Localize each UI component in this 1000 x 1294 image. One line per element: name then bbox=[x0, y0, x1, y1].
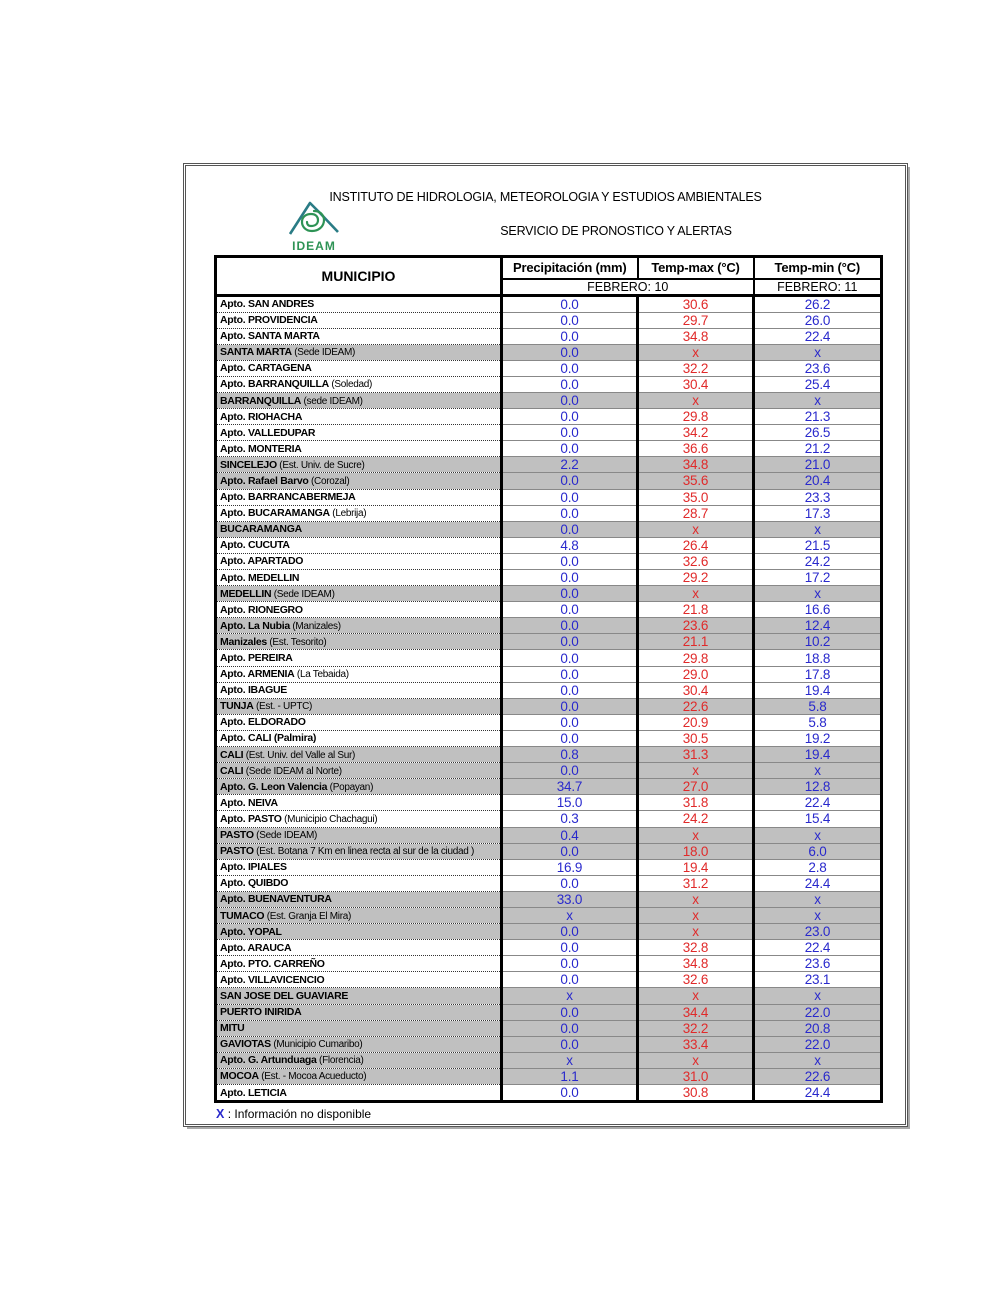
table-row bbox=[216, 489, 882, 505]
temp-min-cell: 21.5 bbox=[754, 537, 882, 553]
temp-min-cell: 23.6 bbox=[754, 956, 882, 972]
table-row bbox=[216, 988, 882, 1004]
precipitation-cell: 1.1 bbox=[502, 1068, 638, 1084]
temp-min-cell: x bbox=[754, 891, 882, 907]
temp-min-cell: x bbox=[754, 586, 882, 602]
temp-max-cell: 36.6 bbox=[638, 441, 754, 457]
table-row bbox=[216, 295, 882, 312]
temp-min-cell: 2.8 bbox=[754, 859, 882, 875]
date-header-febrero-10: FEBRERO: 10 bbox=[502, 279, 754, 296]
temp-max-cell: 29.8 bbox=[638, 409, 754, 425]
temp-max-cell: 34.2 bbox=[638, 425, 754, 441]
temp-min-cell: 26.2 bbox=[754, 295, 882, 312]
precipitation-cell: 0.0 bbox=[502, 441, 638, 457]
column-header-temp-max: Temp-max (°C) bbox=[638, 257, 754, 279]
municipio-cell: PASTO (Sede IDEAM) bbox=[216, 827, 502, 843]
table-row bbox=[216, 1020, 882, 1036]
temp-max-cell: 30.6 bbox=[638, 295, 754, 312]
temp-min-cell: 19.4 bbox=[754, 682, 882, 698]
temp-max-cell: x bbox=[638, 392, 754, 408]
temp-max-cell: 30.4 bbox=[638, 376, 754, 392]
temp-max-cell: 26.4 bbox=[638, 537, 754, 553]
table-row bbox=[216, 779, 882, 795]
table-row bbox=[216, 570, 882, 586]
temp-max-cell: 32.8 bbox=[638, 940, 754, 956]
precipitation-cell: 15.0 bbox=[502, 795, 638, 811]
table-row bbox=[216, 827, 882, 843]
temp-min-cell: 17.2 bbox=[754, 570, 882, 586]
temp-min-cell: 24.4 bbox=[754, 875, 882, 891]
temp-max-cell: x bbox=[638, 907, 754, 923]
precipitation-cell: 0.0 bbox=[502, 730, 638, 746]
municipio-cell: GAVIOTAS (Municipio Cumaribo) bbox=[216, 1036, 502, 1052]
table-row bbox=[216, 843, 882, 859]
municipio-cell: Manizales (Est. Tesorito) bbox=[216, 634, 502, 650]
table-row bbox=[216, 441, 882, 457]
municipio-cell: Apto. NEIVA bbox=[216, 795, 502, 811]
temp-max-cell: x bbox=[638, 763, 754, 779]
temp-min-cell: 21.0 bbox=[754, 457, 882, 473]
municipio-cell: SANTA MARTA (Sede IDEAM) bbox=[216, 344, 502, 360]
precipitation-cell: 4.8 bbox=[502, 537, 638, 553]
temp-max-cell: 32.2 bbox=[638, 1020, 754, 1036]
temp-max-cell: 30.5 bbox=[638, 730, 754, 746]
table-row bbox=[216, 328, 882, 344]
temp-max-cell: 28.7 bbox=[638, 505, 754, 521]
forecast-table bbox=[214, 255, 883, 1103]
table-row bbox=[216, 875, 882, 891]
temp-min-cell: x bbox=[754, 392, 882, 408]
municipio-cell: Apto. APARTADO bbox=[216, 553, 502, 569]
municipio-cell: Apto. QUIBDO bbox=[216, 875, 502, 891]
precipitation-cell: 16.9 bbox=[502, 859, 638, 875]
temp-min-cell: 6.0 bbox=[754, 843, 882, 859]
temp-min-cell: 23.1 bbox=[754, 972, 882, 988]
precipitation-cell: 0.0 bbox=[502, 392, 638, 408]
precipitation-cell: x bbox=[502, 1052, 638, 1068]
table-row bbox=[216, 425, 882, 441]
municipio-cell: Apto. BUCARAMANGA (Lebrija) bbox=[216, 505, 502, 521]
ideam-logo-icon bbox=[286, 196, 342, 238]
legend bbox=[216, 1107, 371, 1121]
temp-max-cell: x bbox=[638, 1052, 754, 1068]
table-row bbox=[216, 747, 882, 763]
municipio-cell: Apto. ARMENIA (La Tebaida) bbox=[216, 666, 502, 682]
temp-min-cell: 22.4 bbox=[754, 795, 882, 811]
temp-max-cell: x bbox=[638, 891, 754, 907]
precipitation-cell: 0.0 bbox=[502, 553, 638, 569]
municipio-cell: SAN JOSE DEL GUAVIARE bbox=[216, 988, 502, 1004]
table-row bbox=[216, 795, 882, 811]
temp-max-cell: 33.4 bbox=[638, 1036, 754, 1052]
precipitation-cell: 2.2 bbox=[502, 457, 638, 473]
precipitation-cell: 0.0 bbox=[502, 763, 638, 779]
table-row bbox=[216, 360, 882, 376]
temp-max-cell: 19.4 bbox=[638, 859, 754, 875]
table-row bbox=[216, 891, 882, 907]
temp-min-cell: 18.8 bbox=[754, 650, 882, 666]
precipitation-cell: 0.0 bbox=[502, 1004, 638, 1020]
municipio-cell: Apto. RIOHACHA bbox=[216, 409, 502, 425]
temp-min-cell: x bbox=[754, 1052, 882, 1068]
precipitation-cell: 0.0 bbox=[502, 376, 638, 392]
precipitation-cell: 0.0 bbox=[502, 875, 638, 891]
municipio-cell: Apto. La Nubia (Manizales) bbox=[216, 618, 502, 634]
temp-min-cell: x bbox=[754, 907, 882, 923]
temp-min-cell: 17.8 bbox=[754, 666, 882, 682]
table-row bbox=[216, 392, 882, 408]
temp-max-cell: 31.8 bbox=[638, 795, 754, 811]
table-row bbox=[216, 859, 882, 875]
municipio-cell: PASTO (Est. Botana 7 Km en linea recta al sur de la ciudad ) bbox=[216, 843, 502, 859]
temp-min-cell: 19.4 bbox=[754, 747, 882, 763]
temp-min-cell: 10.2 bbox=[754, 634, 882, 650]
temp-max-cell: 27.0 bbox=[638, 779, 754, 795]
temp-max-cell: 20.9 bbox=[638, 714, 754, 730]
precipitation-cell: 0.0 bbox=[502, 1020, 638, 1036]
precipitation-cell: x bbox=[502, 988, 638, 1004]
table-row bbox=[216, 376, 882, 392]
precipitation-cell: 0.0 bbox=[502, 682, 638, 698]
column-header-precipitacion: Precipitación (mm) bbox=[502, 257, 638, 279]
temp-max-cell: 34.8 bbox=[638, 457, 754, 473]
municipio-cell: Apto. LETICIA bbox=[216, 1085, 502, 1102]
temp-max-cell: 18.0 bbox=[638, 843, 754, 859]
temp-max-cell: 21.8 bbox=[638, 602, 754, 618]
table-row bbox=[216, 956, 882, 972]
precipitation-cell: x bbox=[502, 907, 638, 923]
municipio-cell: Apto. BARRANCABERMEJA bbox=[216, 489, 502, 505]
date-header-febrero-11: FEBRERO: 11 bbox=[754, 279, 882, 296]
precipitation-cell: 0.0 bbox=[502, 698, 638, 714]
municipio-cell: Apto. BUENAVENTURA bbox=[216, 891, 502, 907]
temp-max-cell: x bbox=[638, 521, 754, 537]
table-row bbox=[216, 730, 882, 746]
precipitation-cell: 0.3 bbox=[502, 811, 638, 827]
precipitation-cell: 0.0 bbox=[502, 650, 638, 666]
temp-min-cell: 22.0 bbox=[754, 1036, 882, 1052]
municipio-cell: Apto. IBAGUE bbox=[216, 682, 502, 698]
table-row bbox=[216, 924, 882, 940]
table-row bbox=[216, 344, 882, 360]
precipitation-cell: 0.8 bbox=[502, 747, 638, 763]
precipitation-cell: 0.0 bbox=[502, 344, 638, 360]
municipio-cell: Apto. SAN ANDRES bbox=[216, 295, 502, 312]
municipio-cell: Apto. VILLAVICENCIO bbox=[216, 972, 502, 988]
temp-min-cell: 19.2 bbox=[754, 730, 882, 746]
municipio-cell: Apto. CUCUTA bbox=[216, 537, 502, 553]
temp-min-cell: 25.4 bbox=[754, 376, 882, 392]
table-row bbox=[216, 1085, 882, 1102]
temp-min-cell: 26.5 bbox=[754, 425, 882, 441]
table-row bbox=[216, 521, 882, 537]
temp-max-cell: 32.6 bbox=[638, 553, 754, 569]
municipio-cell: Apto. RIONEGRO bbox=[216, 602, 502, 618]
precipitation-cell: 33.0 bbox=[502, 891, 638, 907]
municipio-cell: Apto. SANTA MARTA bbox=[216, 328, 502, 344]
table-row bbox=[216, 1004, 882, 1020]
municipio-cell: Apto. CARTAGENA bbox=[216, 360, 502, 376]
temp-max-cell: 31.3 bbox=[638, 747, 754, 763]
temp-min-cell: 21.2 bbox=[754, 441, 882, 457]
temp-max-cell: 29.8 bbox=[638, 650, 754, 666]
temp-max-cell: 32.2 bbox=[638, 360, 754, 376]
temp-max-cell: 30.8 bbox=[638, 1085, 754, 1102]
precipitation-cell: 0.0 bbox=[502, 360, 638, 376]
precipitation-cell: 0.0 bbox=[502, 843, 638, 859]
precipitation-cell: 0.0 bbox=[502, 602, 638, 618]
municipio-cell: CALI (Sede IDEAM al Norte) bbox=[216, 763, 502, 779]
municipio-cell: TUNJA (Est. - UPTC) bbox=[216, 698, 502, 714]
precipitation-cell: 0.0 bbox=[502, 312, 638, 328]
service-title: SERVICIO DE PRONOSTICO Y ALERTAS bbox=[500, 224, 732, 238]
temp-max-cell: x bbox=[638, 586, 754, 602]
table-row bbox=[216, 602, 882, 618]
temp-max-cell: 21.1 bbox=[638, 634, 754, 650]
temp-min-cell: 15.4 bbox=[754, 811, 882, 827]
precipitation-cell: 0.0 bbox=[502, 1036, 638, 1052]
municipio-cell: Apto. PTO. CARREÑO bbox=[216, 956, 502, 972]
table-row bbox=[216, 586, 882, 602]
temp-min-cell: 22.0 bbox=[754, 1004, 882, 1020]
table-row bbox=[216, 650, 882, 666]
temp-min-cell: 26.0 bbox=[754, 312, 882, 328]
municipio-cell: Apto. IPIALES bbox=[216, 859, 502, 875]
report-frame bbox=[183, 163, 908, 1127]
municipio-cell: TUMACO (Est. Granja El Mira) bbox=[216, 907, 502, 923]
table-row bbox=[216, 409, 882, 425]
table-row bbox=[216, 457, 882, 473]
temp-min-cell: 20.8 bbox=[754, 1020, 882, 1036]
table-row bbox=[216, 553, 882, 569]
municipio-cell: Apto. G. Leon Valencia (Popayan) bbox=[216, 779, 502, 795]
table-row bbox=[216, 811, 882, 827]
precipitation-cell: 0.0 bbox=[502, 586, 638, 602]
precipitation-cell: 0.0 bbox=[502, 924, 638, 940]
temp-max-cell: 29.0 bbox=[638, 666, 754, 682]
temp-min-cell: x bbox=[754, 521, 882, 537]
column-header-row bbox=[216, 257, 882, 279]
ideam-logo-text: IDEAM bbox=[292, 239, 336, 253]
table-row bbox=[216, 972, 882, 988]
temp-min-cell: 20.4 bbox=[754, 473, 882, 489]
table-row bbox=[216, 505, 882, 521]
precipitation-cell: 0.0 bbox=[502, 295, 638, 312]
precipitation-cell: 34.7 bbox=[502, 779, 638, 795]
precipitation-cell: 0.0 bbox=[502, 972, 638, 988]
precipitation-cell: 0.0 bbox=[502, 425, 638, 441]
table-row bbox=[216, 714, 882, 730]
precipitation-cell: 0.0 bbox=[502, 473, 638, 489]
institute-title: INSTITUTO DE HIDROLOGIA, METEOROLOGIA Y ESTUDIOS AMBIENTALES bbox=[329, 190, 762, 204]
temp-max-cell: 35.0 bbox=[638, 489, 754, 505]
temp-max-cell: x bbox=[638, 827, 754, 843]
table-row bbox=[216, 666, 882, 682]
temp-min-cell: x bbox=[754, 988, 882, 1004]
temp-max-cell: 34.4 bbox=[638, 1004, 754, 1020]
municipio-cell: Apto. G. Artunduaga (Florencia) bbox=[216, 1052, 502, 1068]
temp-max-cell: x bbox=[638, 924, 754, 940]
temp-min-cell: 22.4 bbox=[754, 328, 882, 344]
precipitation-cell: 0.0 bbox=[502, 328, 638, 344]
temp-max-cell: 34.8 bbox=[638, 956, 754, 972]
temp-max-cell: 34.8 bbox=[638, 328, 754, 344]
municipio-cell: Apto. CALI (Palmira) bbox=[216, 730, 502, 746]
temp-min-cell: x bbox=[754, 763, 882, 779]
temp-min-cell: 5.8 bbox=[754, 698, 882, 714]
precipitation-cell: 0.0 bbox=[502, 940, 638, 956]
municipio-cell: Apto. YOPAL bbox=[216, 924, 502, 940]
precipitation-cell: 0.0 bbox=[502, 1085, 638, 1102]
temp-max-cell: 31.0 bbox=[638, 1068, 754, 1084]
municipio-cell: Apto. PROVIDENCIA bbox=[216, 312, 502, 328]
temp-min-cell: 17.3 bbox=[754, 505, 882, 521]
municipio-cell: Apto. BARRANQUILLA (Soledad) bbox=[216, 376, 502, 392]
table-row bbox=[216, 1052, 882, 1068]
temp-min-cell: 16.6 bbox=[754, 602, 882, 618]
municipio-cell: SINCELEJO (Est. Univ. de Sucre) bbox=[216, 457, 502, 473]
table-row bbox=[216, 1036, 882, 1052]
table-row bbox=[216, 537, 882, 553]
municipio-cell: Apto. Rafael Barvo (Corozal) bbox=[216, 473, 502, 489]
precipitation-cell: 0.4 bbox=[502, 827, 638, 843]
table-row bbox=[216, 634, 882, 650]
table-row bbox=[216, 312, 882, 328]
temp-max-cell: 24.2 bbox=[638, 811, 754, 827]
municipio-cell: BUCARAMANGA bbox=[216, 521, 502, 537]
table-row bbox=[216, 618, 882, 634]
precipitation-cell: 0.0 bbox=[502, 956, 638, 972]
municipio-cell: Apto. ARAUCA bbox=[216, 940, 502, 956]
municipio-cell: MITU bbox=[216, 1020, 502, 1036]
legend-text: : Información no disponible bbox=[227, 1107, 372, 1121]
municipio-cell: Apto. ELDORADO bbox=[216, 714, 502, 730]
table-row bbox=[216, 1068, 882, 1084]
municipio-cell: Apto. VALLEDUPAR bbox=[216, 425, 502, 441]
temp-max-cell: x bbox=[638, 344, 754, 360]
column-header-temp-min: Temp-min (°C) bbox=[754, 257, 882, 279]
precipitation-cell: 0.0 bbox=[502, 521, 638, 537]
municipio-cell: Apto. MEDELLIN bbox=[216, 570, 502, 586]
temp-max-cell: 32.6 bbox=[638, 972, 754, 988]
temp-max-cell: 29.7 bbox=[638, 312, 754, 328]
temp-min-cell: 23.0 bbox=[754, 924, 882, 940]
temp-max-cell: x bbox=[638, 988, 754, 1004]
temp-min-cell: 22.6 bbox=[754, 1068, 882, 1084]
table-row bbox=[216, 473, 882, 489]
temp-min-cell: 21.3 bbox=[754, 409, 882, 425]
column-header-municipio: MUNICIPIO bbox=[216, 257, 502, 296]
ideam-logo bbox=[286, 196, 342, 253]
municipio-cell: Apto. PASTO (Municipio Chachagui) bbox=[216, 811, 502, 827]
precipitation-cell: 0.0 bbox=[502, 505, 638, 521]
temp-min-cell: 12.8 bbox=[754, 779, 882, 795]
temp-min-cell: 22.4 bbox=[754, 940, 882, 956]
precipitation-cell: 0.0 bbox=[502, 570, 638, 586]
table-row bbox=[216, 907, 882, 923]
temp-min-cell: 5.8 bbox=[754, 714, 882, 730]
temp-min-cell: 24.4 bbox=[754, 1085, 882, 1102]
temp-min-cell: 24.2 bbox=[754, 553, 882, 569]
temp-max-cell: 31.2 bbox=[638, 875, 754, 891]
municipio-cell: MOCOA (Est. - Mocoa Acueducto) bbox=[216, 1068, 502, 1084]
precipitation-cell: 0.0 bbox=[502, 714, 638, 730]
municipio-cell: PUERTO INIRIDA bbox=[216, 1004, 502, 1020]
temp-min-cell: 23.3 bbox=[754, 489, 882, 505]
municipio-cell: MEDELLIN (Sede IDEAM) bbox=[216, 586, 502, 602]
temp-min-cell: 12.4 bbox=[754, 618, 882, 634]
municipio-cell: BARRANQUILLA (sede IDEAM) bbox=[216, 392, 502, 408]
temp-max-cell: 23.6 bbox=[638, 618, 754, 634]
precipitation-cell: 0.0 bbox=[502, 618, 638, 634]
temp-max-cell: 22.6 bbox=[638, 698, 754, 714]
temp-max-cell: 29.2 bbox=[638, 570, 754, 586]
municipio-cell: Apto. PEREIRA bbox=[216, 650, 502, 666]
temp-max-cell: 35.6 bbox=[638, 473, 754, 489]
table-row bbox=[216, 763, 882, 779]
temp-min-cell: 23.6 bbox=[754, 360, 882, 376]
legend-x-symbol: X bbox=[216, 1107, 225, 1121]
table-row bbox=[216, 940, 882, 956]
precipitation-cell: 0.0 bbox=[502, 489, 638, 505]
precipitation-cell: 0.0 bbox=[502, 409, 638, 425]
temp-max-cell: 30.4 bbox=[638, 682, 754, 698]
precipitation-cell: 0.0 bbox=[502, 634, 638, 650]
municipio-cell: CALI (Est. Univ. del Valle al Sur) bbox=[216, 747, 502, 763]
table-row bbox=[216, 682, 882, 698]
table-row bbox=[216, 698, 882, 714]
municipio-cell: Apto. MONTERIA bbox=[216, 441, 502, 457]
precipitation-cell: 0.0 bbox=[502, 666, 638, 682]
temp-min-cell: x bbox=[754, 827, 882, 843]
temp-min-cell: x bbox=[754, 344, 882, 360]
